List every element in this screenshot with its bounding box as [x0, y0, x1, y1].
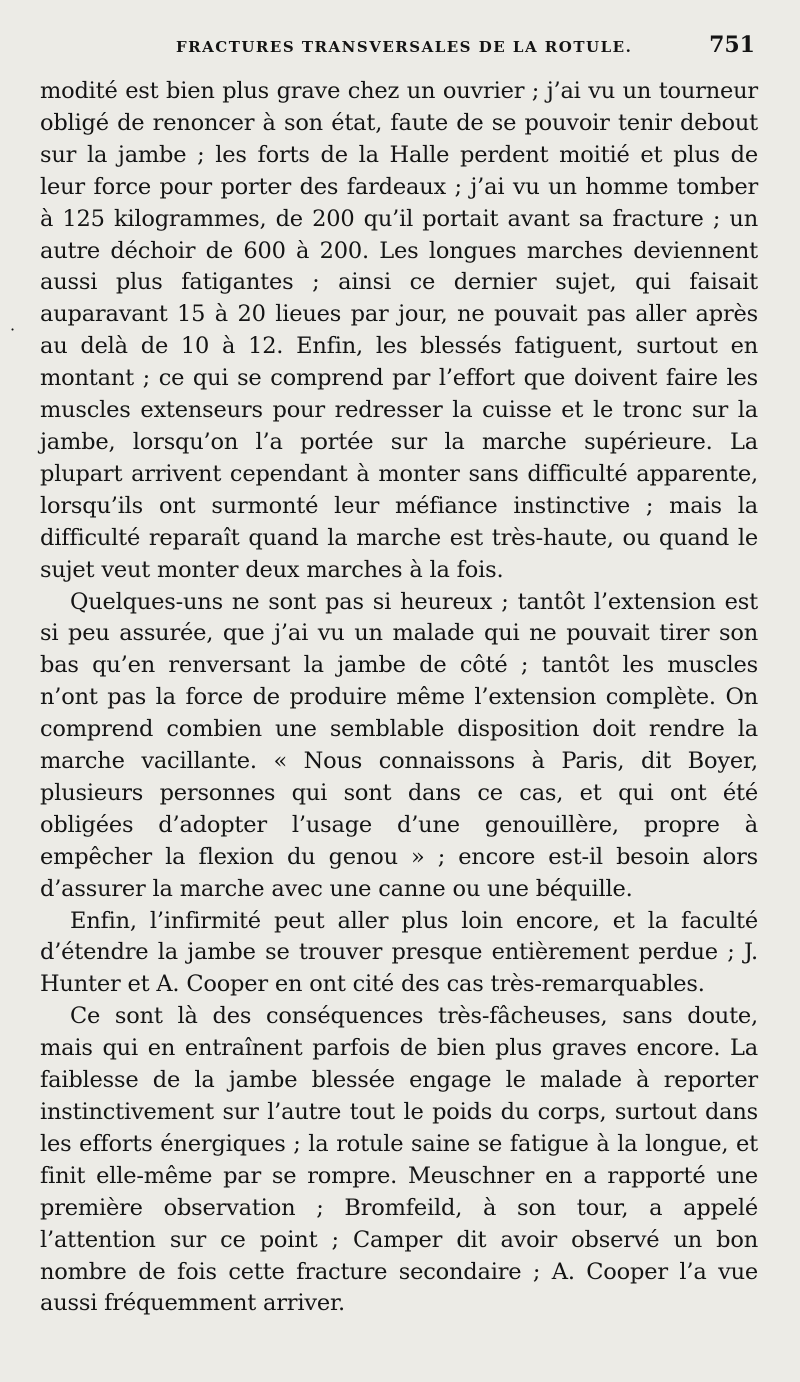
body-text: [40, 76, 758, 1320]
page-header: [40, 30, 755, 64]
page-number: 751: [709, 32, 755, 58]
margin-dot: ·: [10, 320, 16, 339]
paragraph-4: Ce sont là des conséquences très-fâcheuses, sans doute, mais qui en entraînent parfois de bien plus graves encore. La faiblesse de la jambe blessée engage le malade à reporter instinctivement sur l’autre tout le poids du corps, surtout dans les efforts énergiques ; la rotule saine se fatigue à la longue, et finit elle-même par se rompre. Meuschner en a rapporté une première observation ; Bromfeild, à son tour, a appelé l’attention sur ce point ; Camper dit avoir observé un bon nombre de fois cette fracture secondaire ; A. Cooper l’a vue aussi fréquemment arriver.: [40, 1003, 758, 1317]
paragraph-1: modité est bien plus grave chez un ouvrier ; j’ai vu un tourneur obligé de renoncer à son état, faute de se pouvoir tenir debout sur la jambe ; les forts de la Halle perdent moitié et plus de leur force pour porter des fardeaux ; j’ai vu un homme tomber à 125 kilogrammes, de 200 qu’il portait avant sa fracture ; un autre déchoir de 600 à 200. Les longues marches deviennent aussi plus fatigantes ; ainsi ce dernier sujet, qui faisait auparavant 15 à 20 lieues par jour, ne pouvait pas aller après au delà de 10 à 12. Enfin, les blessés fatiguent, surtout en montant ; ce qui se comprend par l’effort que doivent faire les muscles extenseurs pour redresser la cuisse et le tronc sur la jambe, lorsqu’on l’a portée sur la marche supérieure. La plupart arrivent cependant à monter sans difficulté apparente, lorsqu’ils ont surmonté leur méfiance instinctive ; mais la difficulté reparaît quand la marche est très-haute, ou quand le sujet veut monter deux marches à la fois.: [40, 78, 758, 583]
paragraph-3: Enfin, l’infirmité peut aller plus loin encore, et la faculté d’étendre la jambe se trouver presque entièrement perdue ; J. Hunter et A. Cooper en ont cité des cas très-remarquables.: [40, 907, 758, 998]
running-title: FRACTURES TRANSVERSALES DE LA ROTULE.: [176, 38, 633, 56]
paragraph-2: Quelques-uns ne sont pas si heureux ; tantôt l’extension est si peu assurée, que j’ai vu un malade qui ne pouvait tirer son bas qu’en renversant la jambe de côté ; tantôt les muscles n’ont pas la force de produire même l’extension complète. On comprend combien une semblable disposition doit rendre la marche vacillante. « Nous connaissons à Paris, dit Boyer, plusieurs personnes qui sont dans ce cas, et qui ont été obligées d’adopter l’usage d’une genouillère, propre à empêcher la flexion du genou » ; encore est-il besoin alors d’assurer la marche avec une canne ou une béquille.: [40, 588, 758, 902]
